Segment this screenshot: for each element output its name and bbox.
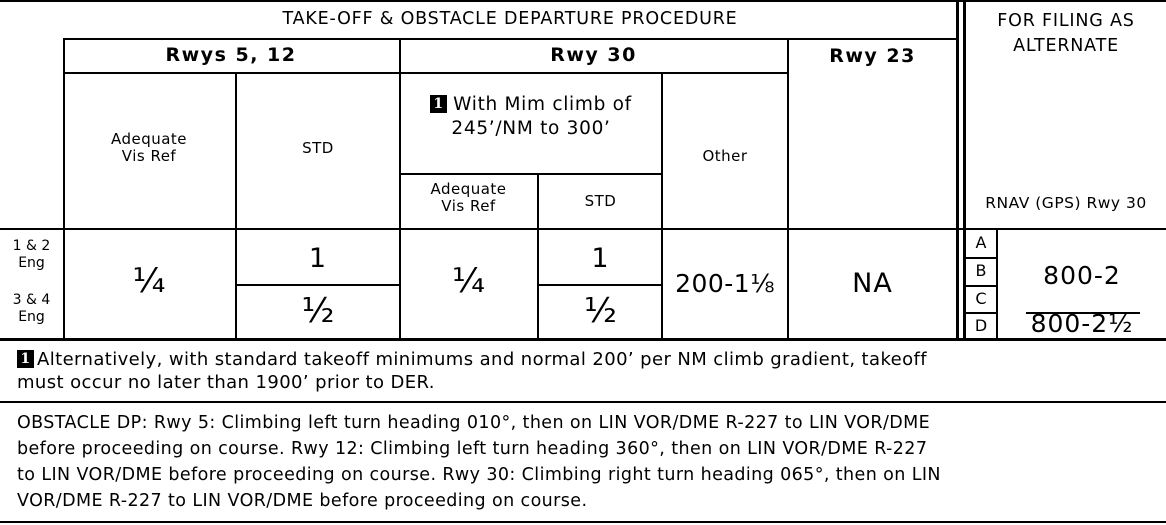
obstacle-dp-line2: before proceeding on course. Rwy 12: Climbing left turn heading 360°, then on LIN VOR/DME R-227	[17, 439, 928, 459]
rwy-30-adequate-value: ¼	[452, 261, 485, 301]
note-1-text	[17, 348, 1157, 394]
obstacle-dp-line3: to LIN VOR/DME before proceeding on course. Rwy 30: Climbing right turn heading 065°, then on LIN	[17, 465, 941, 485]
adequate-line1-30: Adequate	[430, 180, 507, 198]
top-border	[0, 0, 1166, 2]
rwys-5-12-adequate-header	[63, 131, 235, 166]
alternate-d-minimums: 800-2½	[1030, 309, 1134, 338]
obstacle-dp-line4: VOR/DME R-227 to LIN VOR/DME before proceeding on course.	[17, 491, 588, 511]
category-a: A	[975, 233, 987, 252]
filing-title	[966, 9, 1166, 59]
eng-1-2-line2: Eng	[18, 255, 45, 271]
alternate-abc-minimums: 800-2	[1043, 261, 1121, 290]
rwy-23-value: NA	[852, 268, 893, 299]
rwy-30-other-header: Other	[702, 147, 748, 165]
filing-title-line1: FOR FILING AS	[997, 11, 1135, 31]
note-1-marker: 1	[430, 95, 447, 113]
adequate-line2-30: Vis Ref	[441, 197, 496, 216]
obstacle-dp-line1: OBSTACLE DP: Rwy 5: Climbing left turn heading 010°, then on LIN VOR/DME R-227 to LIN VOR/DME	[17, 413, 931, 433]
obstacle-dp-text	[17, 410, 1157, 514]
note-1-line1: Alternatively, with standard takeoff minimums and normal 200’ per NM climb gradient, takeoff	[37, 349, 927, 370]
climb-note-line1: With Mim climb of	[453, 94, 632, 115]
eng-1-2-label	[0, 238, 63, 272]
col-rule-filing-1	[956, 0, 959, 339]
rule-under-note	[0, 401, 1166, 403]
adequate-line2: Vis Ref	[121, 147, 177, 166]
rule-std-split-1	[236, 284, 400, 286]
filing-title-line2: ALTERNATE	[1013, 36, 1119, 56]
note-1-text-marker: 1	[17, 350, 34, 368]
cat-rule-bc	[966, 285, 997, 287]
rule-under-climb-note	[400, 173, 662, 175]
procedure-title: TAKE-OFF & OBSTACLE DEPARTURE PROCEDURE	[282, 9, 738, 29]
note-1-line2: must occur no later than 1900’ prior to DER.	[17, 372, 435, 393]
rwy-30-std-3-4-eng-value: ½	[584, 291, 617, 331]
eng-3-4-label	[0, 292, 63, 326]
header-rwy-23: Rwy 23	[829, 45, 916, 67]
climb-note-header	[400, 93, 662, 141]
rwys-5-12-adequate-value: ¼	[132, 261, 166, 301]
rwys-5-12-std-1-2-eng-value: 1	[308, 243, 328, 274]
bottom-border	[0, 521, 1166, 523]
rule-under-title	[63, 38, 957, 40]
rule-std-split-2	[537, 284, 662, 286]
eng-3-4-line1: 3 & 4	[12, 292, 51, 308]
eng-3-4-line2: Eng	[18, 309, 45, 325]
category-d: D	[974, 316, 988, 335]
rwy-30-std-1-2-eng-value: 1	[591, 243, 610, 274]
category-c: C	[975, 289, 987, 308]
cat-rule-ab	[966, 257, 997, 259]
rule-under-runway-headers	[63, 72, 787, 74]
eng-1-2-line1: 1 & 2	[12, 238, 51, 254]
rwy-30-other-value: 200-1⅛	[675, 269, 775, 298]
rwy-30-std-header: STD	[584, 192, 617, 210]
header-rwy-30: Rwy 30	[550, 44, 637, 66]
filing-runway: RNAV (GPS) Rwy 30	[985, 194, 1147, 212]
adequate-line1: Adequate	[110, 130, 188, 148]
rwy-30-adequate-header	[400, 181, 537, 216]
rwys-5-12-std-3-4-eng-value: ½	[301, 291, 335, 331]
cat-rule-cd-left	[966, 312, 997, 314]
header-rwys-5-12: Rwys 5, 12	[165, 44, 297, 66]
climb-note-line2: 245’/NM to 300’	[451, 118, 611, 140]
rwys-5-12-std-header: STD	[302, 139, 334, 157]
rule-under-minimums	[0, 338, 1166, 341]
category-b: B	[975, 261, 987, 280]
rule-under-column-headers	[0, 228, 1166, 230]
